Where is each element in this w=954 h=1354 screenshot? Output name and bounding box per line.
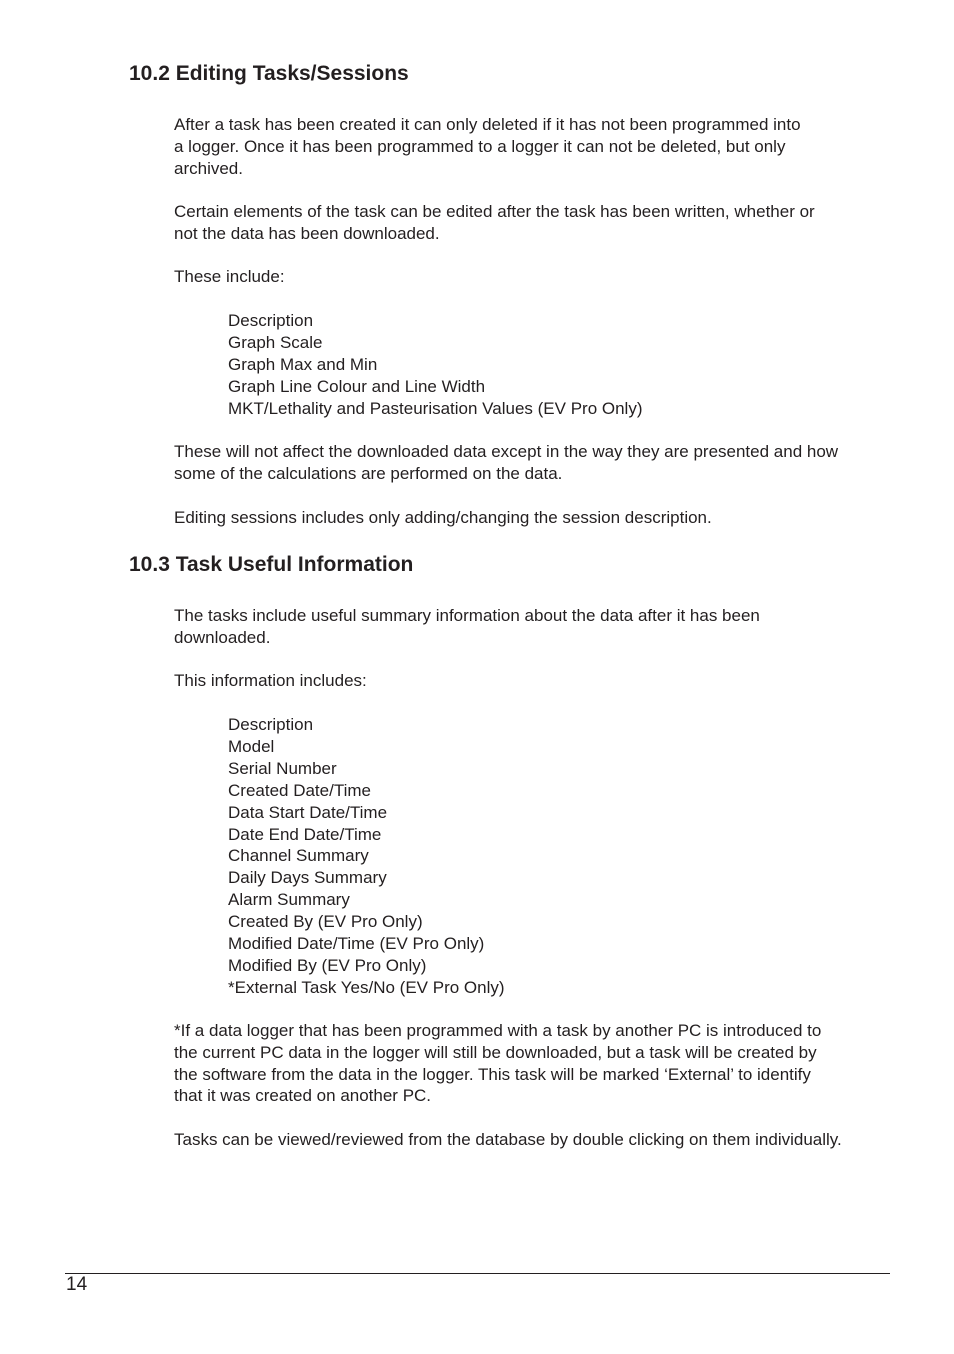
list-item: Description [228,311,314,330]
text-line: *If a data logger that has been programmed with a task by another PC is introduced to [174,1021,822,1040]
paragraph-editing-sessions [174,507,712,529]
page-number: 14 [66,1274,88,1295]
list-item: Date End Date/Time [228,824,382,844]
list-item: Serial Number [228,758,337,778]
list-item: Created By (EV Pro Only) [228,912,423,932]
text-line: a logger. Once it has been programmed to a logger it can not be deleted, but only [174,136,786,156]
list-item: Daily Days Summary [228,868,387,888]
text-line: the current PC data in the logger will still be downloaded, but a task will be created by [174,1042,817,1062]
list-item: Data Start Date/Time [228,802,388,822]
text-line: downloaded. [174,627,271,647]
paragraph-information-includes [174,670,367,692]
paragraph-viewing-tasks [174,1129,842,1151]
list-item: Modified By (EV Pro Only) [228,955,427,975]
list-item: Alarm Summary [228,890,350,910]
section-heading-10-3: 10.3 Task Useful Information [129,553,414,576]
list-item: MKT/Lethality and Pasteurisation Values (EV Pro Only) [228,398,643,418]
text-line: This information includes: [174,671,367,690]
text-line: After a task has been created it can only deleted if it has not been programmed into [174,115,801,134]
text-line: not the data has been downloaded. [174,223,440,243]
list-item: Created Date/Time [228,780,371,800]
text-line: Editing sessions includes only adding/changing the session description. [174,508,712,527]
paragraph-these-include [174,266,285,288]
task-information-list [228,714,505,999]
paragraph-no-data-effect [174,441,838,485]
editable-elements-list [228,310,642,420]
list-item: Model [228,736,275,756]
section-heading-10-2: 10.2 Editing Tasks/Sessions [129,62,409,85]
text-line: The tasks include useful summary information about the data after it has been [174,606,760,625]
list-item: *External Task Yes/No (EV Pro Only) [228,977,505,997]
list-item: Graph Max and Min [228,354,378,374]
list-item: Description [228,715,314,734]
footer-rule [65,1273,890,1274]
list-item: Modified Date/Time (EV Pro Only) [228,934,485,954]
list-item: Graph Scale [228,332,323,352]
paragraph-task-deletion [174,114,801,179]
list-item: Graph Line Colour and Line Width [228,376,486,396]
paragraph-editable-elements [174,201,815,245]
text-line: Certain elements of the task can be edited after the task has been written, whether or [174,202,815,221]
text-line: archived. [174,158,243,178]
text-line: the software from the data in the logger. This task will be marked ‘External’ to identify [174,1064,811,1084]
text-line: Tasks can be viewed/reviewed from the database by double clicking on them individually. [174,1130,842,1149]
paragraph-external-task-note [174,1020,821,1107]
paragraph-summary-information [174,605,760,649]
text-line: These will not affect the downloaded data except in the way they are presented and how [174,442,839,461]
text-line: some of the calculations are performed on the data. [174,463,563,483]
text-line: These include: [174,267,285,286]
text-line: that it was created on another PC. [174,1086,432,1106]
list-item: Channel Summary [228,846,369,866]
